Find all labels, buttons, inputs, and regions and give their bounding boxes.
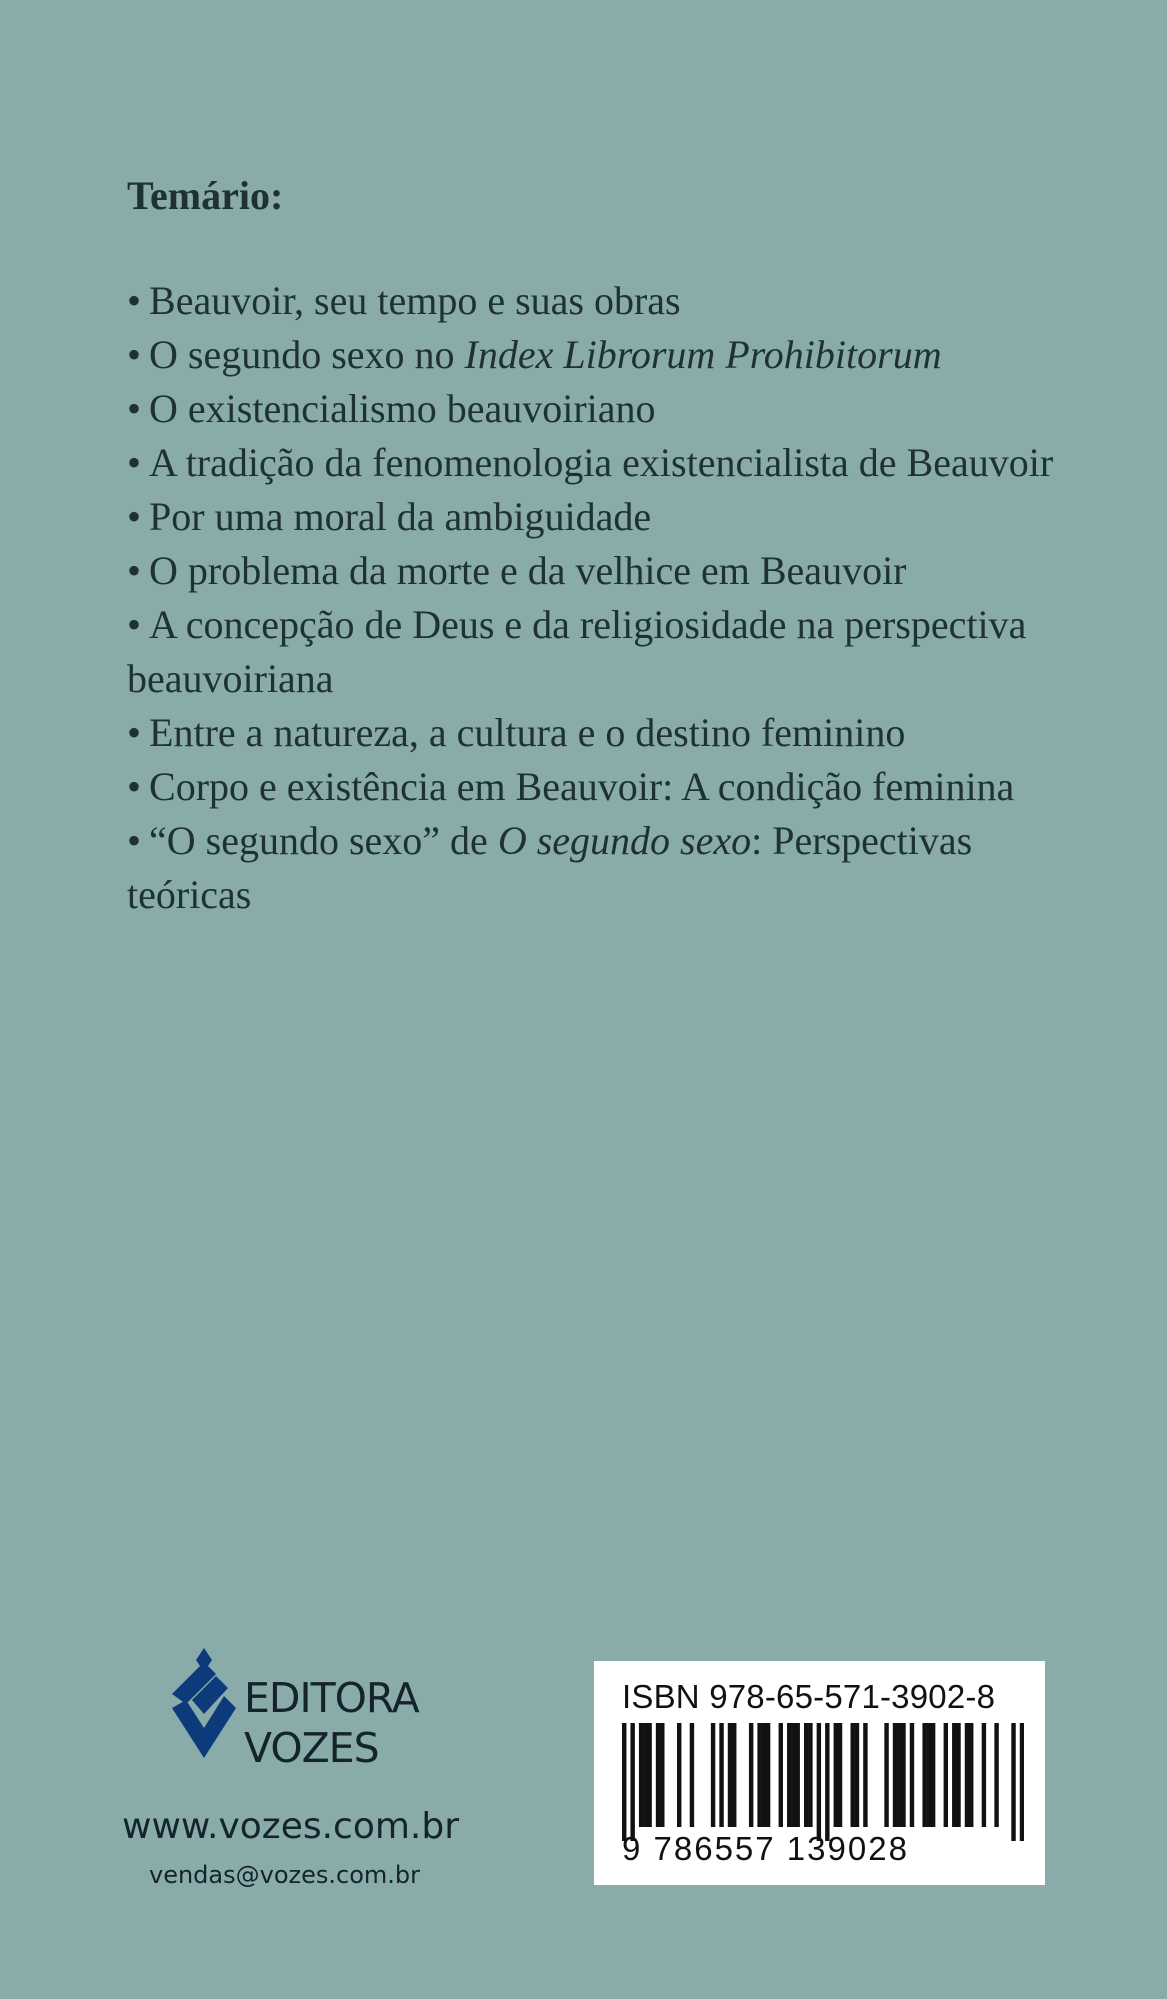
barcode-bar (969, 1723, 973, 1827)
publisher-name-line1: EDITORA (244, 1674, 419, 1722)
barcode-bar (834, 1723, 838, 1827)
barcode-bar (630, 1723, 634, 1841)
barcode-bar (762, 1723, 766, 1827)
editora-vozes-logo-icon (172, 1648, 237, 1758)
bullet-icon: • (127, 386, 142, 431)
isbn-label: ISBN 978-65-571-3902-8 (622, 1678, 996, 1715)
barcode-bar (1020, 1723, 1024, 1841)
bullet-icon: • (127, 548, 142, 593)
barcode-bar (728, 1723, 732, 1827)
barcode-bar (901, 1723, 905, 1827)
barcode-bar (647, 1723, 651, 1827)
barcode-bar (851, 1723, 855, 1827)
bullet-icon: • (127, 710, 142, 755)
bullet-icon: • (127, 278, 142, 323)
barcode-bar (863, 1723, 867, 1827)
barcode-digits: 9 786557 139028 (622, 1830, 909, 1867)
barcode-bar (690, 1723, 694, 1827)
temario-item: • O segundo sexo no Index Librorum Prohibitorum (127, 332, 942, 377)
barcode-bar (787, 1723, 791, 1827)
publisher-name (244, 1673, 419, 1773)
barcode-bar (994, 1723, 998, 1827)
barcode-bar (1011, 1723, 1015, 1841)
temario-item: • “O segundo sexo” de O segundo sexo: Perspectivas teóricas (127, 818, 973, 917)
barcode-bar (931, 1723, 935, 1827)
barcode-icon (622, 1723, 1024, 1841)
barcode-bar (749, 1723, 753, 1827)
barcode-bar (795, 1723, 799, 1827)
barcode-bar (897, 1723, 901, 1827)
bullet-icon: • (127, 332, 142, 377)
barcode-bar (660, 1723, 664, 1827)
barcode-bar (922, 1723, 926, 1827)
temario-item: • O problema da morte e da velhice em Beauvoir (127, 548, 907, 593)
barcode-bar (656, 1723, 660, 1827)
temario-item: • Beauvoir, seu tempo e suas obras (127, 278, 681, 323)
bullet-icon: • (127, 818, 142, 863)
barcode-bar (956, 1723, 960, 1827)
temario-item: • Por uma moral da ambiguidade (127, 494, 652, 539)
publisher-email: vendas@vozes.com.br (149, 1861, 420, 1889)
barcode-bar (766, 1723, 770, 1827)
bullet-icon: • (127, 602, 142, 647)
bullet-icon: • (127, 494, 142, 539)
barcode-bar (838, 1723, 842, 1827)
barcode-bar (910, 1723, 914, 1827)
barcode-bar (804, 1723, 808, 1827)
barcode-bar (855, 1723, 859, 1827)
barcode-bar (677, 1723, 681, 1827)
barcode-bar (791, 1723, 795, 1827)
temario-section (127, 168, 1067, 922)
barcode-bar (927, 1723, 931, 1827)
barcode-bar (643, 1723, 647, 1827)
temario-heading: Temário: (127, 173, 284, 218)
barcode-bar (639, 1723, 643, 1827)
barcode-bar (952, 1723, 956, 1827)
barcode-bar (825, 1723, 829, 1841)
barcode-bar (719, 1723, 723, 1827)
bullet-icon: • (127, 764, 142, 809)
temario-item: • O existencialismo beauvoiriano (127, 386, 656, 431)
publisher-website: www.vozes.com.br (122, 1806, 460, 1847)
publisher-name-line2: VOZES (244, 1724, 379, 1772)
barcode-bar (884, 1723, 888, 1827)
isbn-barcode-box (594, 1661, 1045, 1885)
barcode-bar (622, 1723, 626, 1841)
publisher-logo (172, 1645, 502, 1770)
barcode-bar (779, 1723, 783, 1827)
temario-item: • A tradição da fenomenologia existencialista de Beauvoir (127, 440, 1054, 485)
barcode-bar (817, 1723, 821, 1841)
barcode-bar (808, 1723, 812, 1827)
barcode-bar (944, 1723, 948, 1827)
temario-list (127, 274, 1067, 922)
barcode-bar (757, 1723, 761, 1827)
barcode-bar (965, 1723, 969, 1827)
barcode-bar (982, 1723, 986, 1827)
barcode-bar (711, 1723, 715, 1827)
temario-item: • Corpo e existência em Beauvoir: A condição feminina (127, 764, 1015, 809)
barcode-bar (732, 1723, 736, 1827)
temario-item: • Entre a natureza, a cultura e o destino feminino (127, 710, 906, 755)
barcode-bar (893, 1723, 897, 1827)
bullet-icon: • (127, 440, 142, 485)
temario-item: • A concepção de Deus e da religiosidade na perspectiva beauvoiriana (127, 602, 1027, 701)
